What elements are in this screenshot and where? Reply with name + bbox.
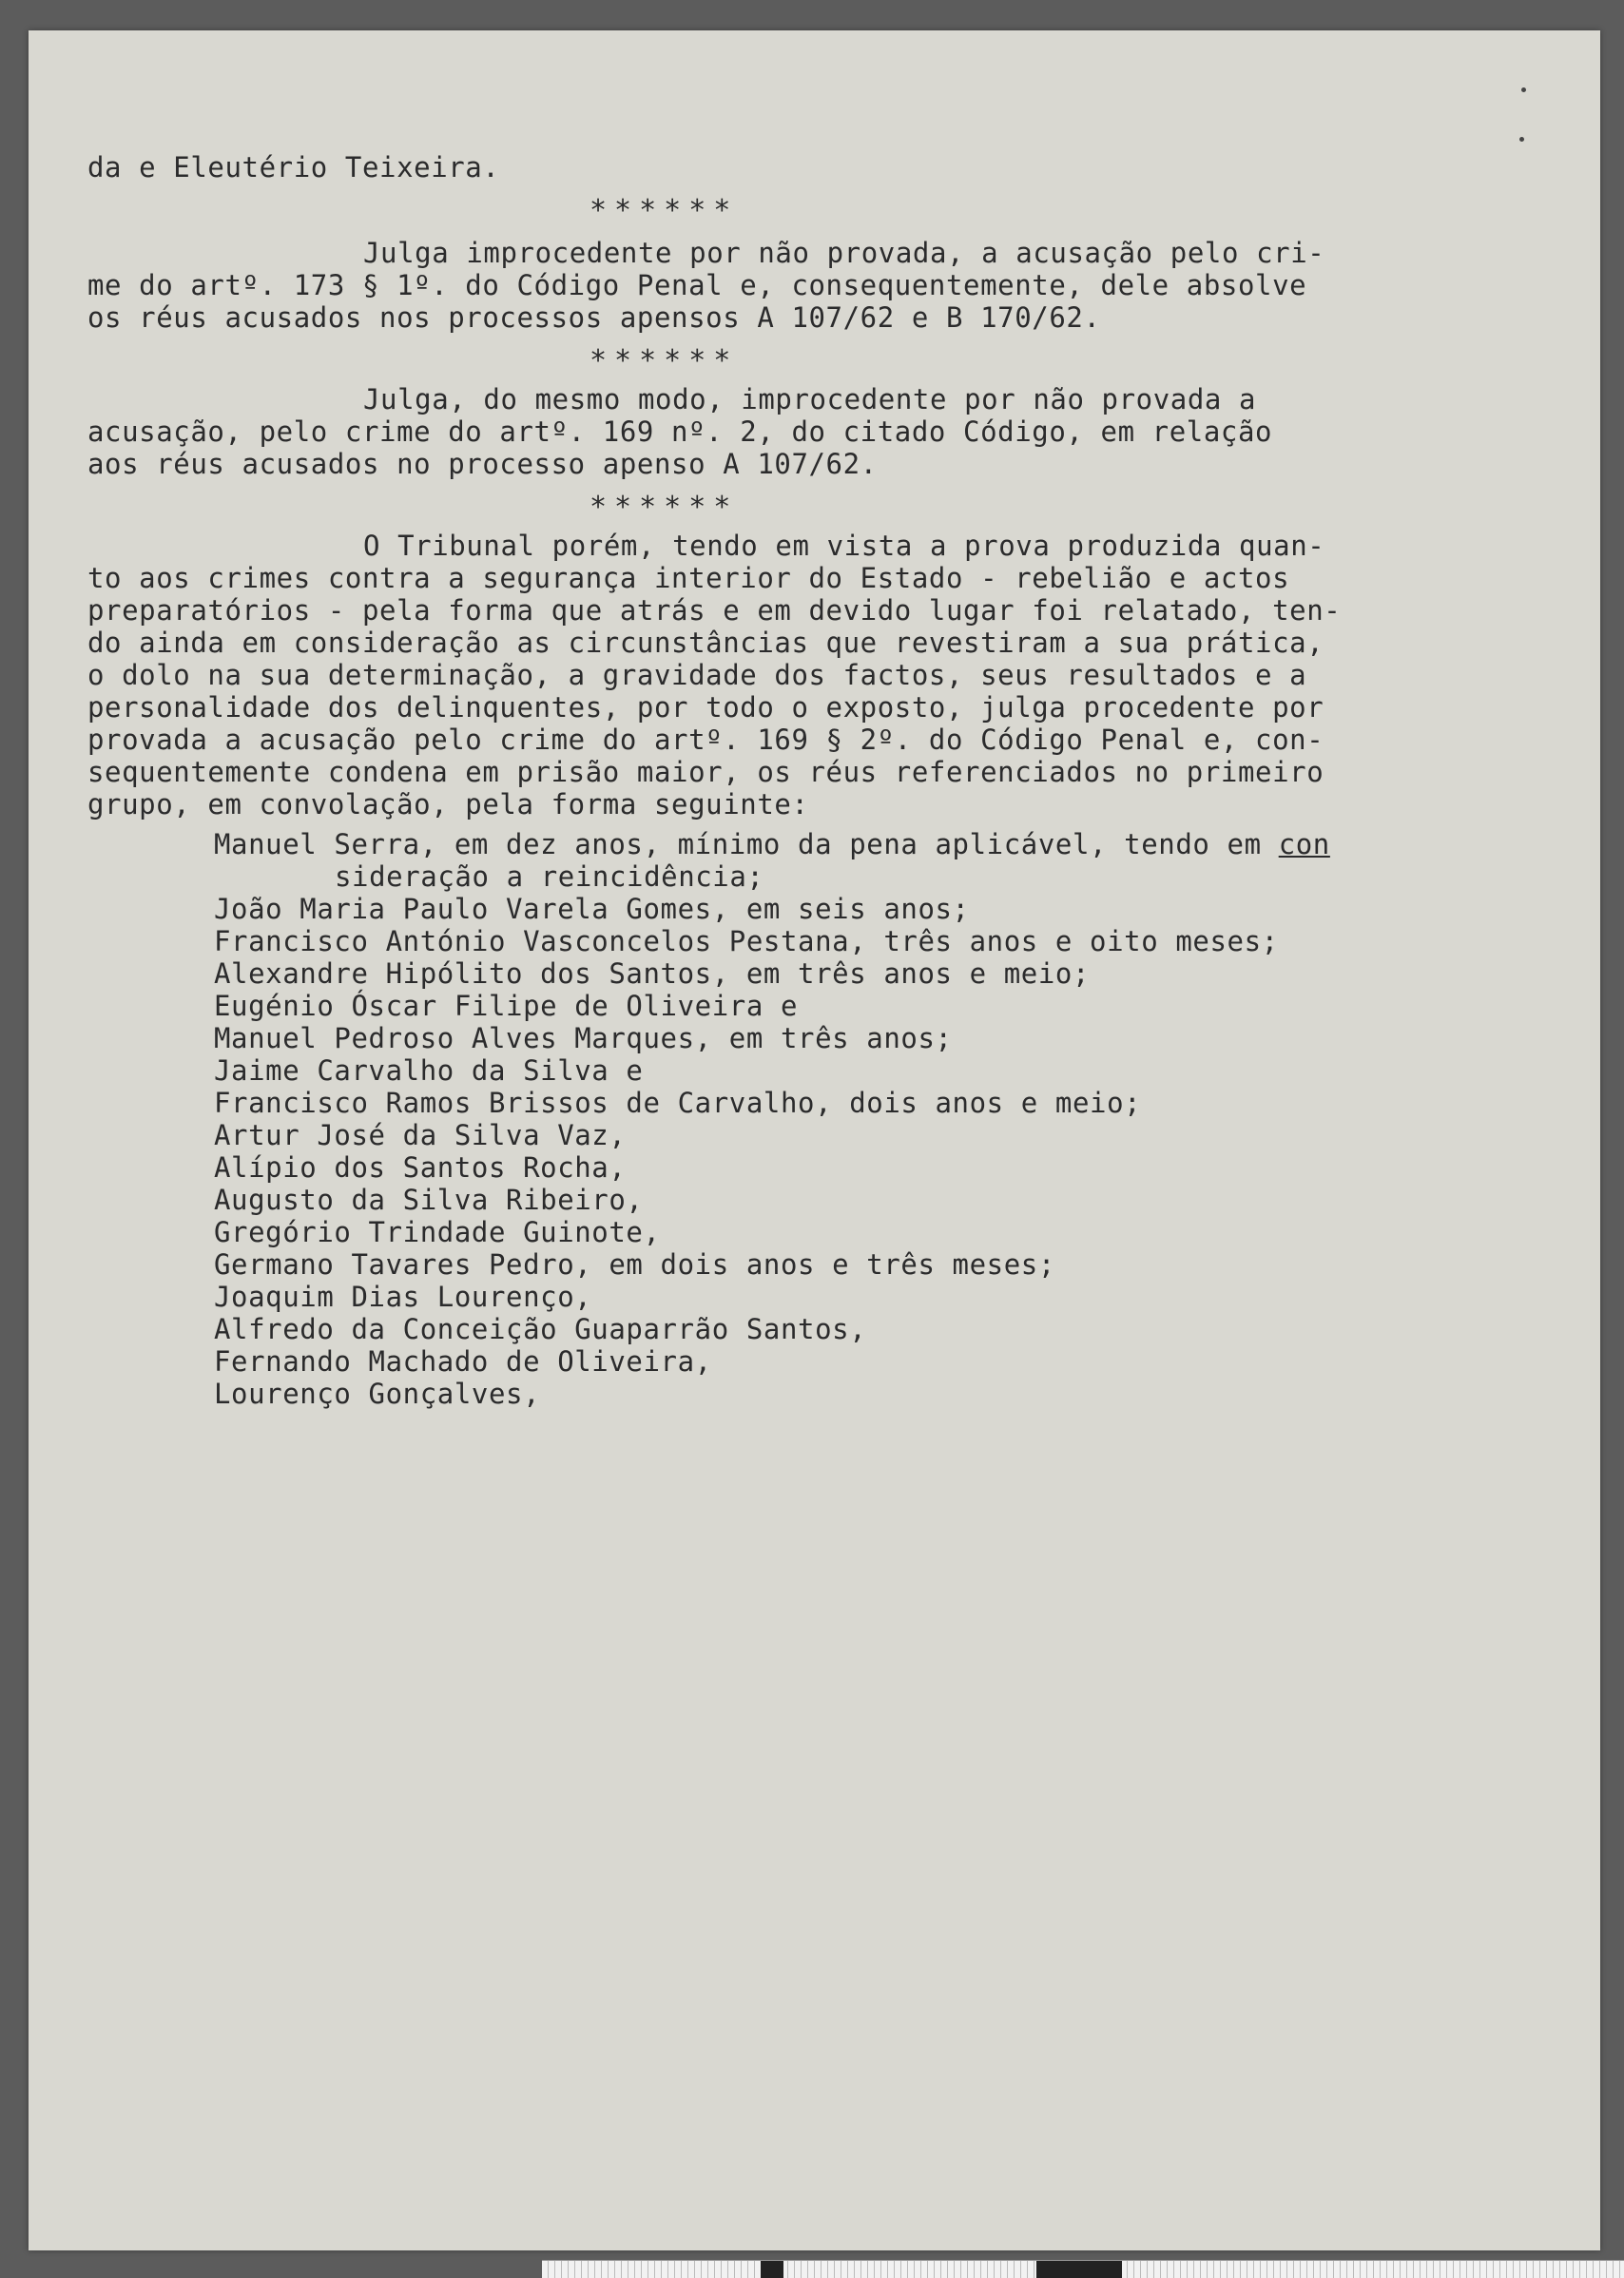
sentence-item: Artur José da Silva Vaz, <box>214 1119 627 1151</box>
scan-ruler <box>542 2260 1624 2278</box>
sentence-item: Alexandre Hipólito dos Santos, em três anos e meio; <box>214 957 1091 990</box>
paragraph3-line-8: sequentemente condena em prisão maior, os réus referenciados no primeiro <box>87 756 1324 788</box>
sentence-item: Francisco António Vasconcelos Pestana, três anos e oito meses; <box>214 925 1279 957</box>
sentence-item: Germano Tavares Pedro, em dois anos e três meses; <box>214 1248 1055 1281</box>
paragraph3-line-6: personalidade dos delinquentes, por todo o exposto, julga procedente por <box>87 691 1324 724</box>
ruler-block <box>761 2261 783 2278</box>
paragraph2-line-2: acusação, pelo crime do artº. 169 nº. 2, do citado Código, em relação <box>87 415 1273 448</box>
punch-mark <box>1519 137 1524 142</box>
paragraph2-line-1: Julga, do mesmo modo, improcedente por não provada a <box>363 383 1257 415</box>
paragraph3-line-4: do ainda em consideração as circunstâncias que revestiram a sua prática, <box>87 627 1324 659</box>
sentence-item: Alfredo da Conceição Guaparrão Santos, <box>214 1313 867 1345</box>
paragraph3-line-7: provada a acusação pelo crime do artº. 169 § 2º. do Código Penal e, con- <box>87 724 1324 756</box>
sentence-manuel-serra-text: Manuel Serra, em dez anos, mínimo da pena aplicável, tendo em <box>214 828 1279 860</box>
sentence-item: Joaquim Dias Lourenço, <box>214 1281 592 1313</box>
sentence-manuel-serra-continuation: sideração a reincidência; <box>335 860 764 893</box>
paragraph1-line-3: os réus acusados nos processos apensos A 107/62 e B 170/62. <box>87 301 1101 334</box>
sentence-item: Augusto da Silva Ribeiro, <box>214 1184 644 1216</box>
separator-1: ****** <box>590 194 739 227</box>
sentence-item: Fernando Machado de Oliveira, <box>214 1345 712 1378</box>
sentence-item: Alípio dos Santos Rocha, <box>214 1151 627 1184</box>
ruler-block <box>1036 2261 1122 2278</box>
paragraph1-line-1: Julga improcedente por não provada, a acusação pelo cri- <box>363 237 1325 269</box>
opening-line: da e Eleutério Teixeira. <box>87 151 500 183</box>
paragraph3-line-9: grupo, em convolação, pela forma seguinte: <box>87 788 809 820</box>
paragraph1-line-2: me do artº. 173 § 1º. do Código Penal e, consequentemente, dele absolve <box>87 269 1307 301</box>
paragraph2-line-3: aos réus acusados no processo apenso A 107/62. <box>87 448 878 480</box>
paragraph3-line-5: o dolo na sua determinação, a gravidade dos factos, seus resultados e a <box>87 659 1307 691</box>
paragraph3-line-1: O Tribunal porém, tendo em vista a prova produzida quan- <box>363 530 1325 562</box>
document-page <box>29 30 1600 2250</box>
separator-2: ****** <box>590 344 739 377</box>
sentence-item: Francisco Ramos Brissos de Carvalho, dois anos e meio; <box>214 1087 1142 1119</box>
punch-mark <box>1521 87 1526 92</box>
sentence-item: Gregório Trindade Guinote, <box>214 1216 661 1248</box>
sentence-item: Manuel Pedroso Alves Marques, em três anos; <box>214 1022 953 1054</box>
sentence-item: Jaime Carvalho da Silva e <box>214 1054 644 1087</box>
paragraph3-line-3: preparatórios - pela forma que atrás e em devido lugar foi relatado, ten- <box>87 594 1342 627</box>
sentence-item: Eugénio Óscar Filipe de Oliveira e <box>214 990 799 1022</box>
sentence-item: Lourenço Gonçalves, <box>214 1378 541 1410</box>
separator-3: ****** <box>590 491 739 524</box>
sentence-manuel-serra-underlined: con <box>1278 828 1330 860</box>
sentence-manuel-serra <box>214 827 1330 861</box>
paragraph3-line-2: to aos crimes contra a segurança interior do Estado - rebelião e actos <box>87 562 1290 594</box>
sentence-item: João Maria Paulo Varela Gomes, em seis anos; <box>214 893 970 925</box>
